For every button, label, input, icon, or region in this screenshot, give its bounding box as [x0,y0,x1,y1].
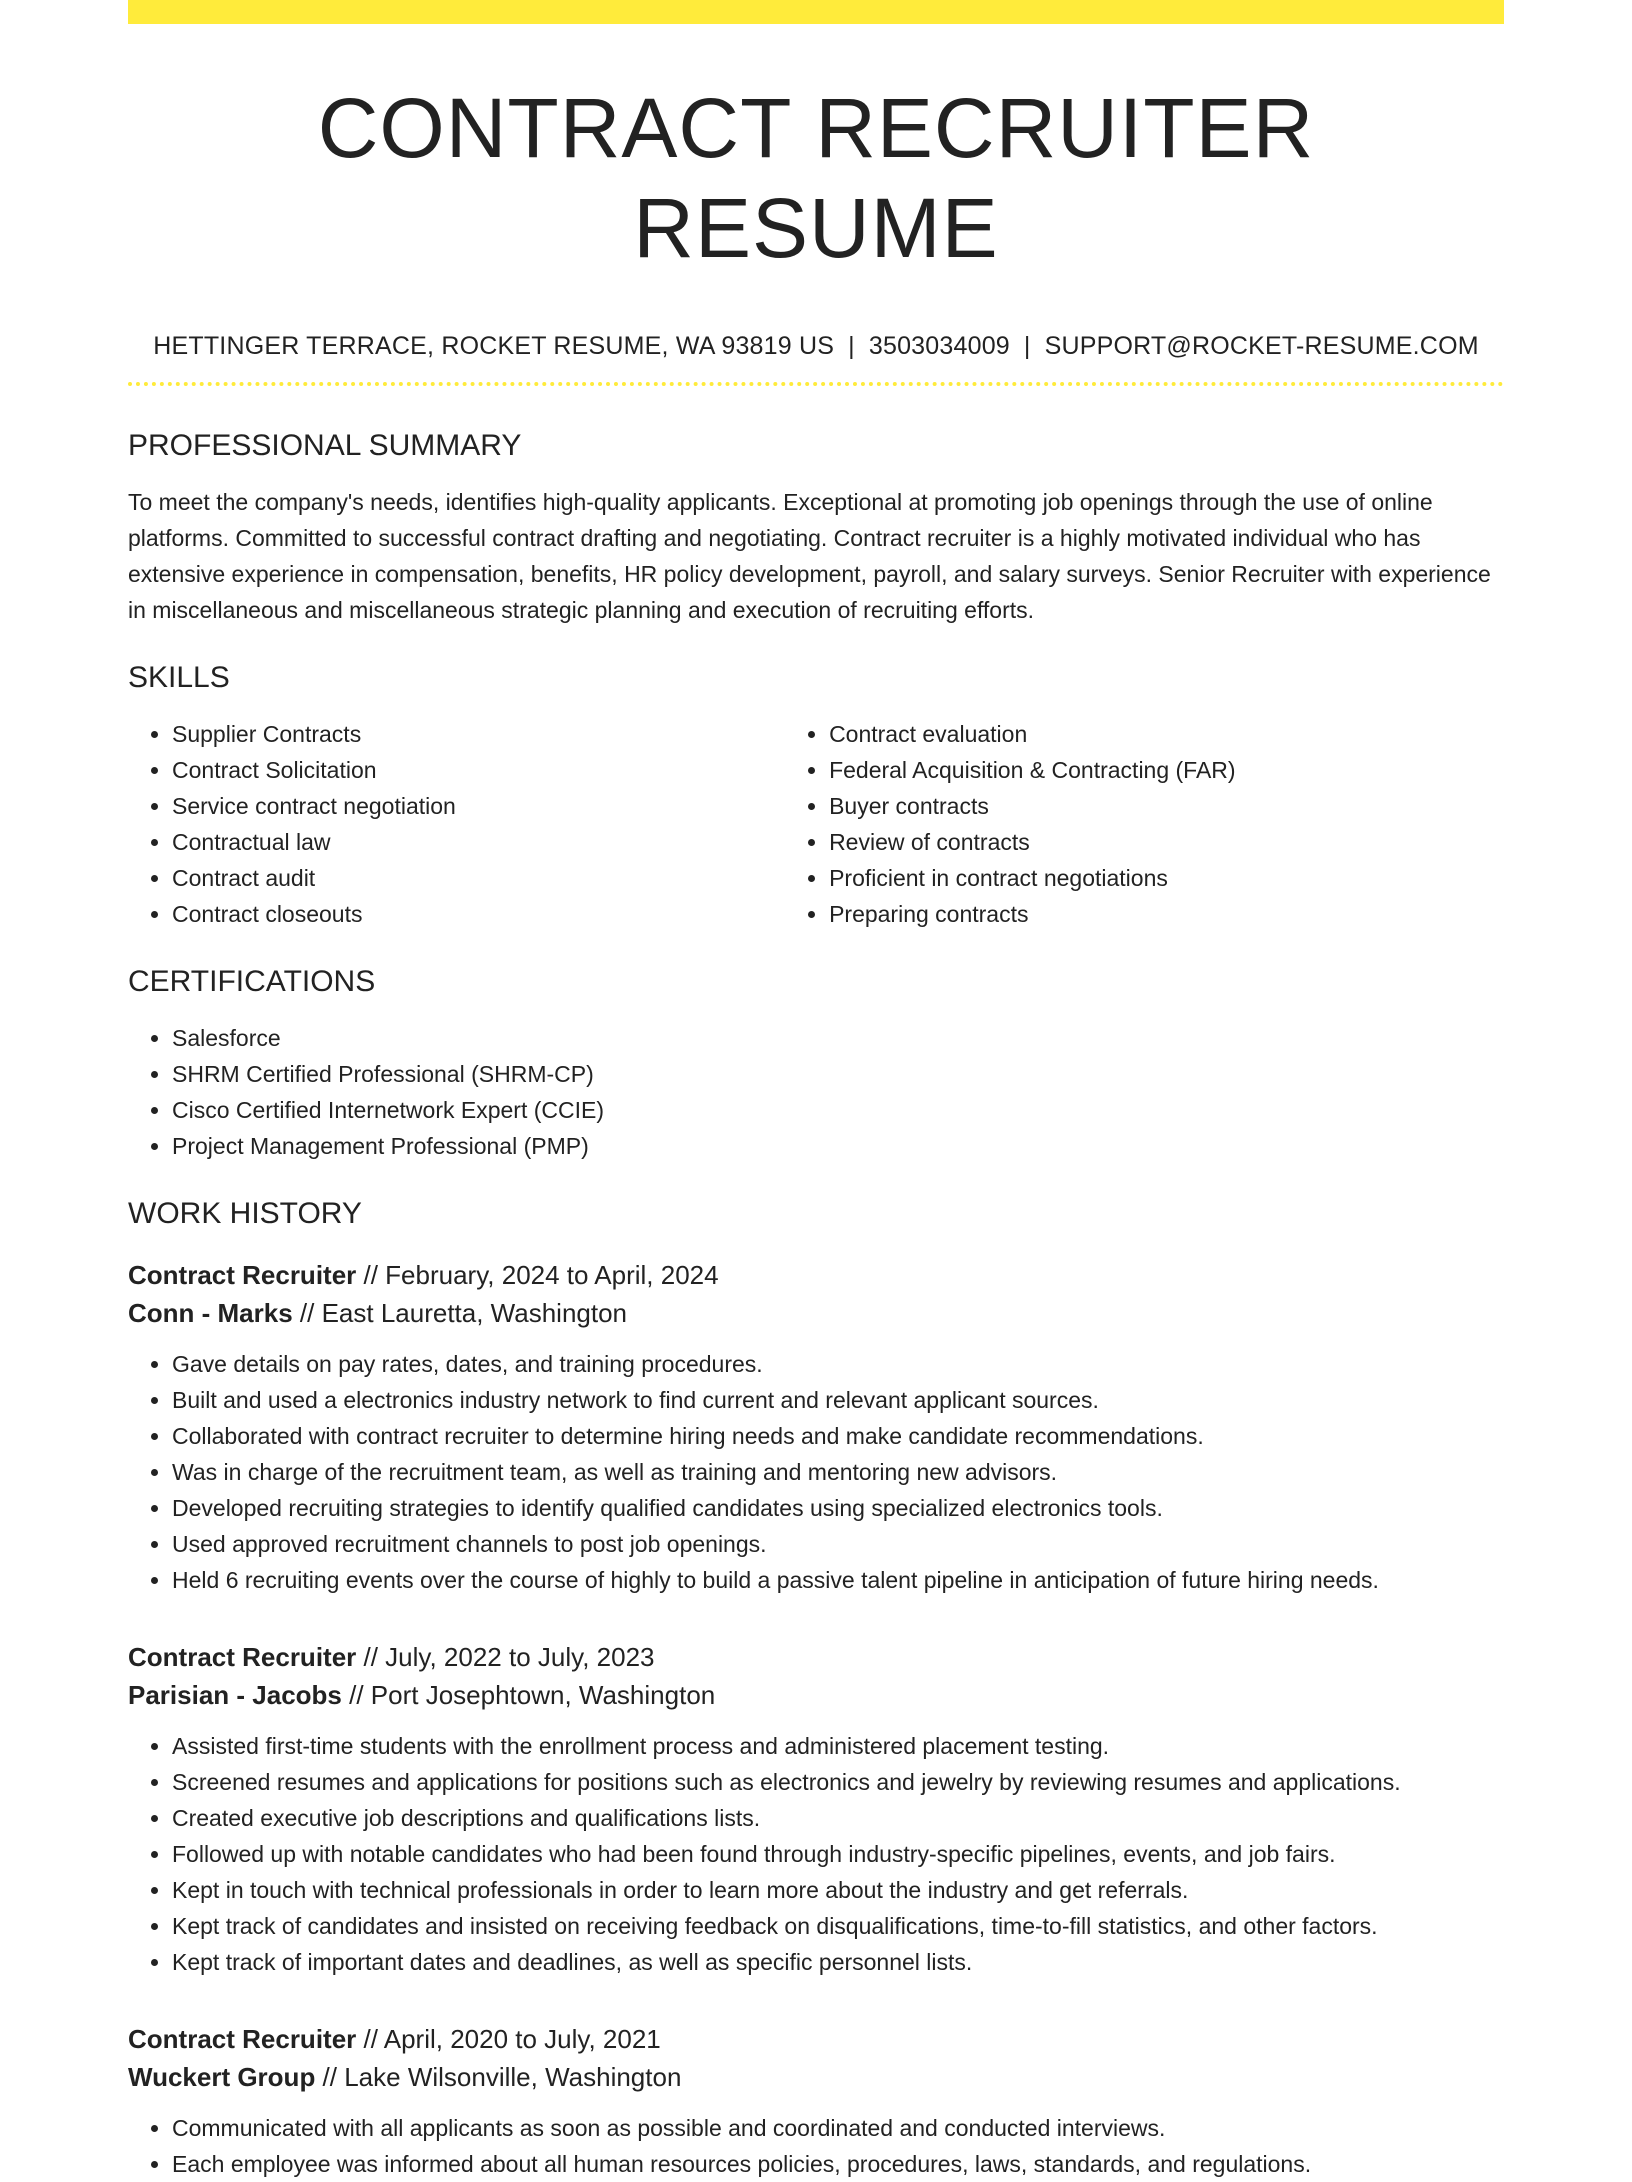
work-history-heading: WORK HISTORY [128,1197,362,1230]
job-bullet: • Communicated with all applicants as soon as possible and coordinated and conducted interviews. [172,2110,1504,2146]
job-company: Parisian - Jacobs [128,1680,342,1710]
job-bullet: • Kept track of candidates and insisted on receiving feedback on disqualifications, time-to-fill statistics, and other factors. [172,1908,1504,1944]
job-title: Contract Recruiter [128,1642,357,1672]
certifications-list [128,1020,1504,1164]
job-entry [128,2020,1504,2182]
skill-item: • Contract evaluation [829,716,1504,752]
summary-heading: PROFESSIONAL SUMMARY [128,429,522,462]
job-title-line [128,1256,1504,1294]
job-bullets [128,2110,1504,2182]
contact-separator: | [848,332,855,360]
job-bullet: • Followed up with notable candidates who had been found through industry-specific pipelines, events, and job fairs. [172,1836,1504,1872]
skills-grid [128,698,1504,932]
job-bullet: • Each employee was informed about all human resources policies, procedures, laws, standards, and regulations. [172,2146,1504,2182]
job-title-line [128,2020,1504,2058]
skill-item: • Contract Solicitation [172,752,785,788]
summary-section [128,426,1504,628]
job-location: // Port Josephtown, Washington [341,1680,716,1710]
contact-separator: | [1023,332,1031,360]
skills-heading: SKILLS [128,661,230,694]
certifications-heading: CERTIFICATIONS [128,965,376,998]
skill-item: • Federal Acquisition & Contracting (FAR) [829,752,1504,788]
skills-list-right [785,716,1504,932]
dotted-divider [128,382,1504,386]
top-accent-bar [128,0,1504,24]
skills-list-left [128,716,785,932]
skill-item: • Review of contracts [829,824,1504,860]
contact-line [128,330,1504,362]
job-title-line [128,1638,1504,1676]
job-bullet: • Created executive job descriptions and qualifications lists. [172,1800,1504,1836]
job-bullet: • Kept track of important dates and deadlines, as well as specific personnel lists. [172,1944,1504,1980]
contact-phone: 3503034009 [868,332,1010,360]
job-company-line [128,1676,1504,1714]
job-bullet: • Gave details on pay rates, dates, and training procedures. [172,1346,1504,1382]
job-bullet: • Collaborated with contract recruiter to determine hiring needs and make candidate recommendations. [172,1418,1504,1454]
job-dates: // April, 2020 to July, 2021 [356,2024,661,2054]
contact-address: HETTINGER TERRACE, ROCKET RESUME, WA 93819 US [153,332,835,360]
job-bullets [128,1346,1504,1598]
contact-email: SUPPORT@ROCKET-RESUME.COM [1044,332,1479,360]
job-company-line [128,2058,1504,2096]
job-company: Wuckert Group [128,2062,316,2092]
skill-item: • Contract closeouts [172,896,785,932]
job-title: Contract Recruiter [128,1260,357,1290]
job-bullet: • Assisted first-time students with the enrollment process and administered placement testing. [172,1728,1504,1764]
certification-item: • Project Management Professional (PMP) [172,1128,1504,1164]
job-bullet: • Held 6 recruiting events over the course of highly to build a passive talent pipeline in anticipation of future hiring needs. [172,1562,1504,1598]
job-location: // Lake Wilsonville, Washington [315,2062,682,2092]
job-bullet: • Screened resumes and applications for positions such as electronics and jewelry by reviewing resumes and applications. [172,1764,1504,1800]
skill-item: • Contractual law [172,824,785,860]
certification-item: • Salesforce [172,1020,1504,1056]
job-bullet: • Developed recruiting strategies to identify qualified candidates using specialized electronics tools. [172,1490,1504,1526]
job-dates: // February, 2024 to April, 2024 [356,1260,719,1290]
certifications-section [128,962,1504,1164]
job-location: // East Lauretta, Washington [292,1298,628,1328]
job-bullet: • Was in charge of the recruitment team, as well as training and mentoring new advisors. [172,1454,1504,1490]
summary-text: To meet the company's needs, identifies high-quality applicants. Exceptional at promoting job openings through the use of online platforms. Committed to successful contract drafting and negotiating. Contract recruiter is a highly motivated individual who has extensive experience in compensation, benefits, HR policy development, payroll, and salary surveys. Senior Recruiter with experience in miscellaneous and miscellaneous strategic planning and execution of recruiting efforts. [128,489,1491,623]
job-bullet: • Kept in touch with technical professionals in order to learn more about the industry and get referrals. [172,1872,1504,1908]
resume-page [128,0,1504,2182]
work-history-section [128,1194,1504,2182]
skill-item: • Supplier Contracts [172,716,785,752]
job-title: Contract Recruiter [128,2024,357,2054]
job-entry [128,1638,1504,1980]
job-company: Conn - Marks [128,1298,293,1328]
skill-item: • Contract audit [172,860,785,896]
skill-item: • Buyer contracts [829,788,1504,824]
skill-item: • Preparing contracts [829,896,1504,932]
skills-section [128,658,1504,932]
skill-item: • Service contract negotiation [172,788,785,824]
job-bullet: • Used approved recruitment channels to post job openings. [172,1526,1504,1562]
certification-item: • Cisco Certified Internetwork Expert (CCIE) [172,1092,1504,1128]
job-company-line [128,1294,1504,1332]
job-bullets [128,1728,1504,1980]
job-bullet: • Built and used a electronics industry network to find current and relevant applicant sources. [172,1382,1504,1418]
certification-item: • SHRM Certified Professional (SHRM-CP) [172,1056,1504,1092]
skill-item: • Proficient in contract negotiations [829,860,1504,896]
job-entry [128,1256,1504,1598]
resume-title: CONTRACT RECRUITER RESUME [317,81,1315,275]
job-dates: // July, 2022 to July, 2023 [356,1642,655,1672]
